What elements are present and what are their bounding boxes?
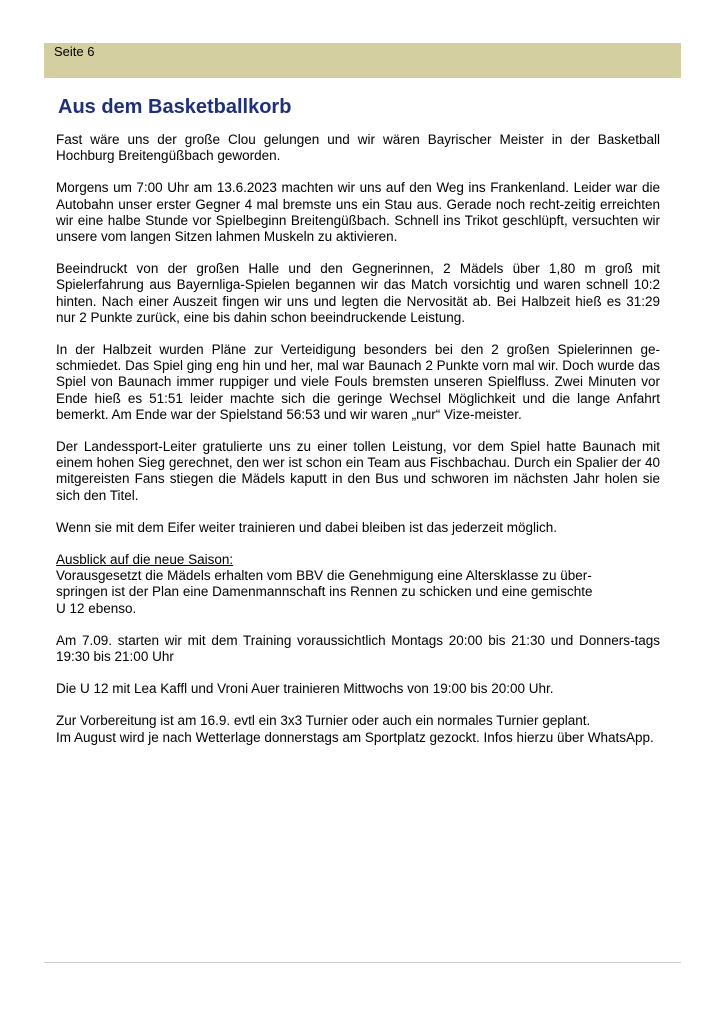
outlook-section — [56, 552, 660, 617]
outlook-line: U 12 ebenso. — [56, 600, 137, 616]
paragraph-intro: Fast wäre uns der große Clou gelungen und wir wären Bayrischer Meister in der Basketball Hochburg Breitengüßbach geworden. — [56, 132, 660, 164]
footer-divider — [44, 962, 681, 963]
paragraph-journey: Morgens um 7:00 Uhr am 13.6.2023 machten wir uns auf den Weg ins Frankenland. Leider war die Autobahn unser erster Gegner 4 mal bremste uns ein Stau aus. Gerade noch recht-zeitig erreichten wir eine halbe Stunde vor Spielbeginn Breitengüßbach. Schnell ins Trikot geschlüpft, versuchten wir unsere vom langen Sitzen lahmen Muskeln zu aktivieren. — [56, 180, 660, 245]
outlook-line: springen ist der Plan eine Damenmannschaft ins Rennen zu schicken und eine gemischte — [56, 584, 593, 600]
paragraph-congratulations: Der Landessport-Leiter gratulierte uns zu einer tollen Leistung, vor dem Spiel hatte Baunach mit einem hohen Sieg gerechnet, den wer ist schon ein Team aus Fischbachau. Durch ein Spalier der 40 mitgereisten Fans stiegen die Mädels kaputt in den Bus und schworen im nächsten Jahr holen sie sich den Titel. — [56, 439, 660, 503]
article-title: Aus dem Basketballkorb — [58, 96, 292, 118]
paragraph-motivation: Wenn sie mit dem Eifer weiter trainieren und dabei bleiben ist das jederzeit möglich. — [56, 519, 558, 535]
article-body — [56, 132, 660, 762]
paragraph-u12: Die U 12 mit Lea Kaffl und Vroni Auer trainieren Mittwochs von 19:00 bis 20:00 Uhr. — [56, 681, 554, 697]
paragraph-training: Am 7.09. starten wir mit dem Training voraussichtlich Montags 20:00 bis 21:30 und Donners-tags 19:30 bis 21:00 Uhr — [56, 632, 660, 665]
paragraph-first-half: Beeindruckt von der großen Halle und den Gegnerinnen, 2 Mädels über 1,80 m groß mit Spielerfahrung aus Bayernliga-Spielen begannen wir das Match vorsichtig und waren schnell 10:2 hinten. Nach einer Auszeit fingen wir uns und legten die Nervosität ab. Bei Halbzeit hieß es 31:29 nur 2 Punkte zurück, eine bis dahin schon beeindruckende Leistung. — [56, 261, 660, 325]
outlook-heading: Ausblick auf die neue Saison: — [56, 552, 234, 568]
page-header-band — [44, 43, 681, 78]
preparation-line: Zur Vorbereitung ist am 16.9. evtl ein 3x3 Turnier oder auch ein normales Turnier geplant. — [56, 713, 591, 729]
outlook-line: Vorausgesetzt die Mädels erhalten vom BBV die Genehmigung eine Altersklasse zu über- — [56, 568, 592, 584]
paragraph-preparation — [56, 713, 660, 745]
paragraph-second-half: In der Halbzeit wurden Pläne zur Verteidigung besonders bei den 2 großen Spielerinnen ge-schmiedet. Das Spiel ging eng hin und her, mal war Baunach 2 Punkte vorn mal wir. Doch wurde das Spiel von Baunach immer ruppiger und viele Fouls bremsten unseren Spielfluss. Zwei Minuten vor Ende hieß es 51:51 leider machte sich die geringe Wechsel Möglichkeit und die lange Anfahrt bemerkt. Am Ende war der Spielstand 56:53 und wir waren „nur“ Vize-meister. — [56, 342, 660, 422]
preparation-line: Im August wird je nach Wetterlage donnerstags am Sportplatz gezockt. Infos hierzu über WhatsApp. — [56, 729, 654, 745]
page-number: Seite 6 — [54, 44, 95, 59]
